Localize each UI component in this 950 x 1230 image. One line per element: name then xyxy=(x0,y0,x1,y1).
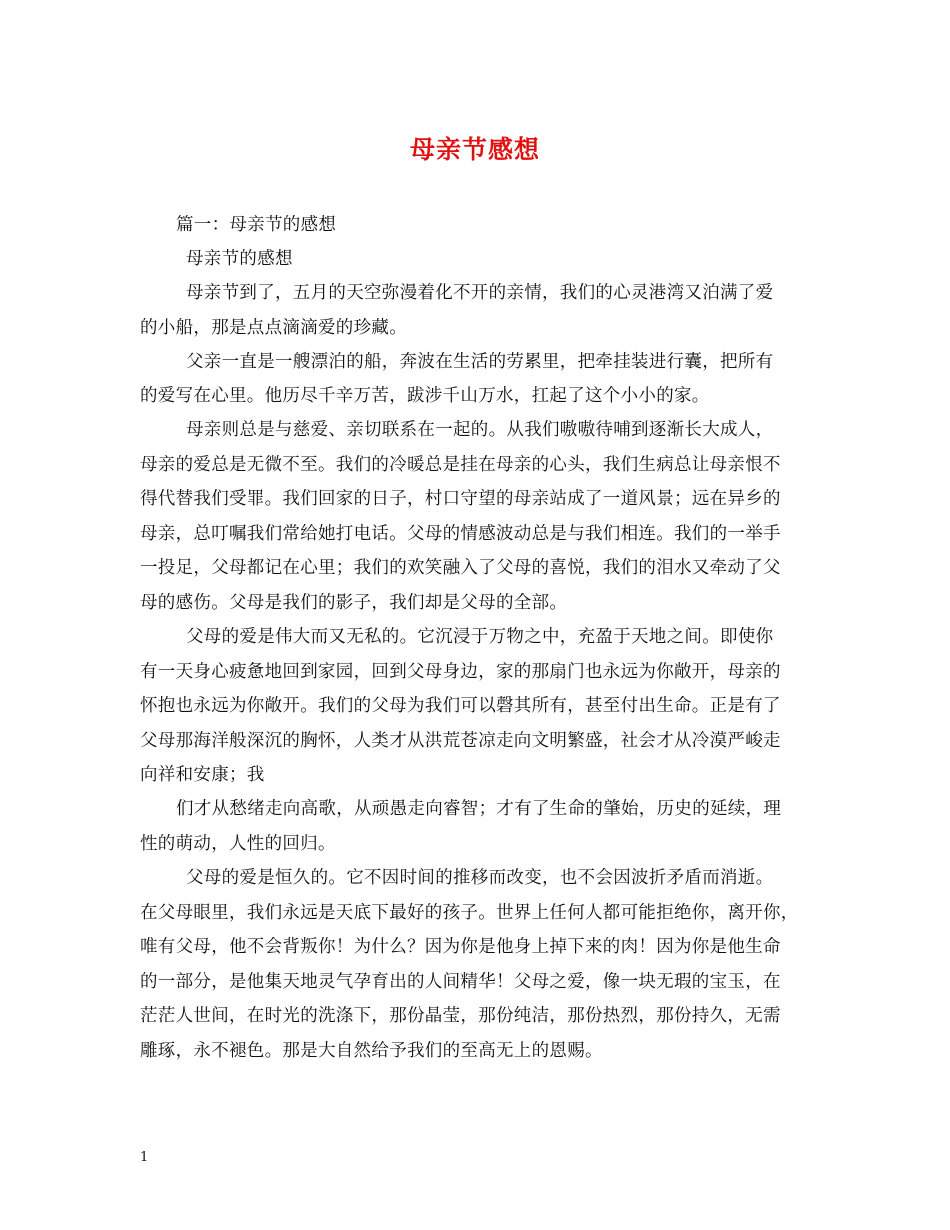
paragraph-line: 母亲节到了，五月的天空弥漫着化不开的亲情，我们的心灵港湾又泊满了爱 xyxy=(186,283,774,303)
paragraph-line: 母亲的爱总是无微不至。我们的冷暖总是挂在母亲的心头，我们生病总让母亲恨不 xyxy=(140,455,781,475)
paragraph-line: 性的萌动，人性的回归。 xyxy=(140,834,336,854)
paragraph-line: 的小船，那是点点滴滴爱的珍藏。 xyxy=(140,318,407,338)
page-number: 1 xyxy=(140,1150,149,1165)
paragraph-line: 得代替我们受罪。我们回家的日子，村口守望的母亲站成了一道风景；远在异乡的 xyxy=(140,489,781,509)
paragraph-line: 的爱写在心里。他历尽千辛万苦，跋涉千山万水，扛起了这个小小的家。 xyxy=(140,386,710,406)
paragraph-line: 母的感伤。父母是我们的影子，我们却是父母的全部。 xyxy=(140,593,568,613)
paragraph-line: 唯有父母，他不会背叛你！为什么？因为你是他身上掉下来的肉！因为你是他生命 xyxy=(140,937,781,957)
paragraph-line: 雕琢，永不褪色。那是大自然给予我们的至高无上的恩赐。 xyxy=(140,1041,603,1061)
paragraph-line: 的一部分，是他集天地灵气孕育出的人间精华！父母之爱，像一块无瑕的宝玉，在 xyxy=(140,972,781,992)
subheading: 母亲节的感想 xyxy=(186,249,293,269)
paragraph-line: 父母那海洋般深沉的胸怀，人类才从洪荒苍凉走向文明繁盛，社会才从冷漠严峻走 xyxy=(140,731,781,751)
paragraph-line: 父母的爱是伟大而又无私的。它沉浸于万物之中，充盈于天地之间。即使你 xyxy=(186,627,774,647)
paragraph-line: 父亲一直是一艘漂泊的船，奔波在生活的劳累里，把牵挂装进行囊，把所有 xyxy=(186,352,774,372)
paragraph-line: 母亲则总是与慈爱、亲切联系在一起的。从我们嗷嗷待哺到逐渐长大成人， xyxy=(186,420,774,440)
paragraph-line: 向祥和安康；我 xyxy=(140,765,265,785)
paragraph-line: 在父母眼里，我们永远是天底下最好的孩子。世界上任何人都可能拒绝你，离开你， xyxy=(140,903,799,923)
paragraph-line: 母亲，总叮嘱我们常给她打电话。父母的情感波动总是与我们相连。我们的一举手 xyxy=(140,524,781,544)
section-heading: 篇一：母亲节的感想 xyxy=(176,215,337,235)
paragraph-line: 们才从愁绪走向高歌，从顽愚走向睿智；才有了生命的肇始，历史的延续，理 xyxy=(176,799,782,819)
document-title: 母亲节感想 xyxy=(409,135,540,164)
paragraph-line: 一投足，父母都记在心里；我们的欢笑融入了父母的喜悦，我们的泪水又牵动了父 xyxy=(140,558,781,578)
paragraph-line: 父母的爱是恒久的。它不因时间的推移而改变，也不会因波折矛盾而消逝。 xyxy=(186,868,774,888)
paragraph-line: 怀抱也永远为你敞开。我们的父母为我们可以磬其所有，甚至付出生命。正是有了 xyxy=(140,696,781,716)
paragraph-line: 有一天身心疲惫地回到家园，回到父母身边，家的那扇门也永远为你敞开，母亲的 xyxy=(140,662,781,682)
paragraph-line: 茫茫人世间，在时光的洗涤下，那份晶莹，那份纯洁，那份热烈，那份持久，无需 xyxy=(140,1006,781,1026)
